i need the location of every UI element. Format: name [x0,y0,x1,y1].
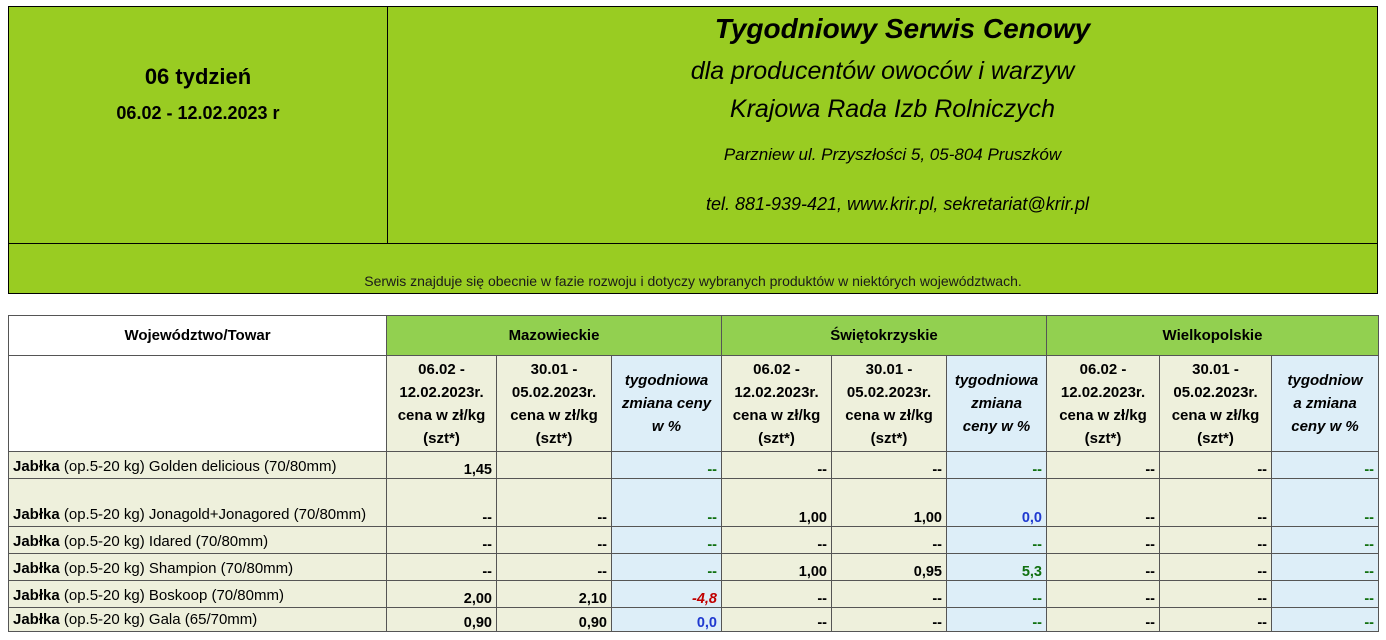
week-cell [9,7,388,243]
col-weekly-change: tygodniowa zmiana ceny w % [612,356,722,452]
price-cell: -- [1047,581,1160,608]
page-title: Tygodniowy Serwis Cenowy [714,13,1091,44]
col-current-price: 06.02 - 12.02.2023r. cena w zł/kg (szt*) [1047,356,1160,452]
product-name: Jabłka (op.5-20 kg) Shampion (70/80mm) [9,554,387,581]
price-cell: 1,00 [722,479,832,527]
price-cell: 0,90 [387,608,497,632]
product-name: Jabłka (op.5-20 kg) Jonagold+Jonagored (70/80mm) [9,479,387,527]
change-cell: 5,3 [947,554,1047,581]
contact-info: tel. 881-939-421, www.krir.pl, sekretariat@krir.pl [705,194,1090,214]
col-previous-price: 30.01 - 05.02.2023r. cena w zł/kg (szt*) [497,356,612,452]
note-band [8,243,1378,294]
price-cell: -- [832,608,947,632]
price-cell: -- [722,581,832,608]
address: Parzniew ul. Przyszłości 5, 05-804 Pruszków [723,145,1062,164]
product-name: Jabłka (op.5-20 kg) Gala (65/70mm) [9,608,387,632]
table-row [9,479,1379,527]
table-row [9,452,1379,479]
price-cell: -- [1047,554,1160,581]
price-cell: -- [1160,581,1272,608]
table-row [9,554,1379,581]
change-cell: -- [612,527,722,554]
region-swietokrzyskie: Świętokrzyskie [722,316,1047,356]
price-cell: -- [722,527,832,554]
change-cell: 0,0 [612,608,722,632]
price-cell: 1,00 [722,554,832,581]
col-weekly-change: tygodniowa zmiana ceny w % [947,356,1047,452]
price-cell: 2,10 [497,581,612,608]
change-cell: -- [1272,479,1379,527]
col-current-price: 06.02 - 12.02.2023r. cena w zł/kg (szt*) [722,356,832,452]
price-cell: -- [387,527,497,554]
change-cell: -- [947,581,1047,608]
col-weekly-change: tygodniow a zmiana ceny w % [1272,356,1379,452]
product-name: Jabłka (op.5-20 kg) Boskoop (70/80mm) [9,581,387,608]
product-name: Jabłka (op.5-20 kg) Golden delicious (70/80mm) [9,452,387,479]
price-cell: -- [1160,452,1272,479]
table-row [9,608,1379,632]
blank-header [9,356,387,452]
table-row [9,527,1379,554]
price-cell: -- [1160,527,1272,554]
price-cell: -- [832,452,947,479]
change-cell: -- [612,452,722,479]
col-current-price: 06.02 - 12.02.2023r. cena w zł/kg (szt*) [387,356,497,452]
price-cell: -- [1047,452,1160,479]
price-cell: -- [832,527,947,554]
price-cell: -- [1160,479,1272,527]
change-cell: -- [1272,554,1379,581]
change-cell: -- [1272,527,1379,554]
subheader-row [9,356,1379,452]
product-name: Jabłka (op.5-20 kg) Idared (70/80mm) [9,527,387,554]
price-cell: -- [1047,479,1160,527]
page-subtitle: dla producentów owoców i warzyw [690,57,1075,85]
price-cell: 0,95 [832,554,947,581]
price-cell: -- [387,479,497,527]
date-range: 06.02 - 12.02.2023 r [116,103,280,123]
price-cell: -- [1047,608,1160,632]
header-block [8,6,1378,244]
change-cell: -- [947,608,1047,632]
change-cell: 0,0 [947,479,1047,527]
price-cell: -- [497,479,612,527]
change-cell: -- [1272,452,1379,479]
organization: Krajowa Rada Izb Rolniczych [729,95,1056,123]
price-table [8,315,1379,632]
price-cell: -- [1160,554,1272,581]
price-cell: -- [722,452,832,479]
change-cell: -- [947,527,1047,554]
table-row [9,581,1379,608]
change-cell: -- [1272,581,1379,608]
change-cell: -- [612,479,722,527]
price-cell: 1,00 [832,479,947,527]
price-cell: -- [1047,527,1160,554]
region-wielkopolskie: Wielkopolskie [1047,316,1379,356]
price-cell: -- [497,527,612,554]
change-cell: -- [1272,608,1379,632]
change-cell: -4,8 [612,581,722,608]
price-cell [497,452,612,479]
price-cell: 2,00 [387,581,497,608]
corner-header: Województwo/Towar [9,316,387,356]
change-cell: -- [612,554,722,581]
week-label: 06 tydzień [144,64,252,89]
price-cell: -- [722,608,832,632]
title-cell [388,7,1377,243]
price-cell: -- [387,554,497,581]
price-cell: -- [832,581,947,608]
price-cell: -- [1160,608,1272,632]
price-cell: 0,90 [497,608,612,632]
region-mazowieckie: Mazowieckie [387,316,722,356]
col-previous-price: 30.01 - 05.02.2023r. cena w zł/kg (szt*) [832,356,947,452]
price-cell: 1,45 [387,452,497,479]
change-cell: -- [947,452,1047,479]
col-previous-price: 30.01 - 05.02.2023r. cena w zł/kg (szt*) [1160,356,1272,452]
price-cell: -- [497,554,612,581]
service-note: Serwis znajduje się obecnie w fazie rozwoju i dotyczy wybranych produktów w niektórych województwach. [364,273,1022,289]
